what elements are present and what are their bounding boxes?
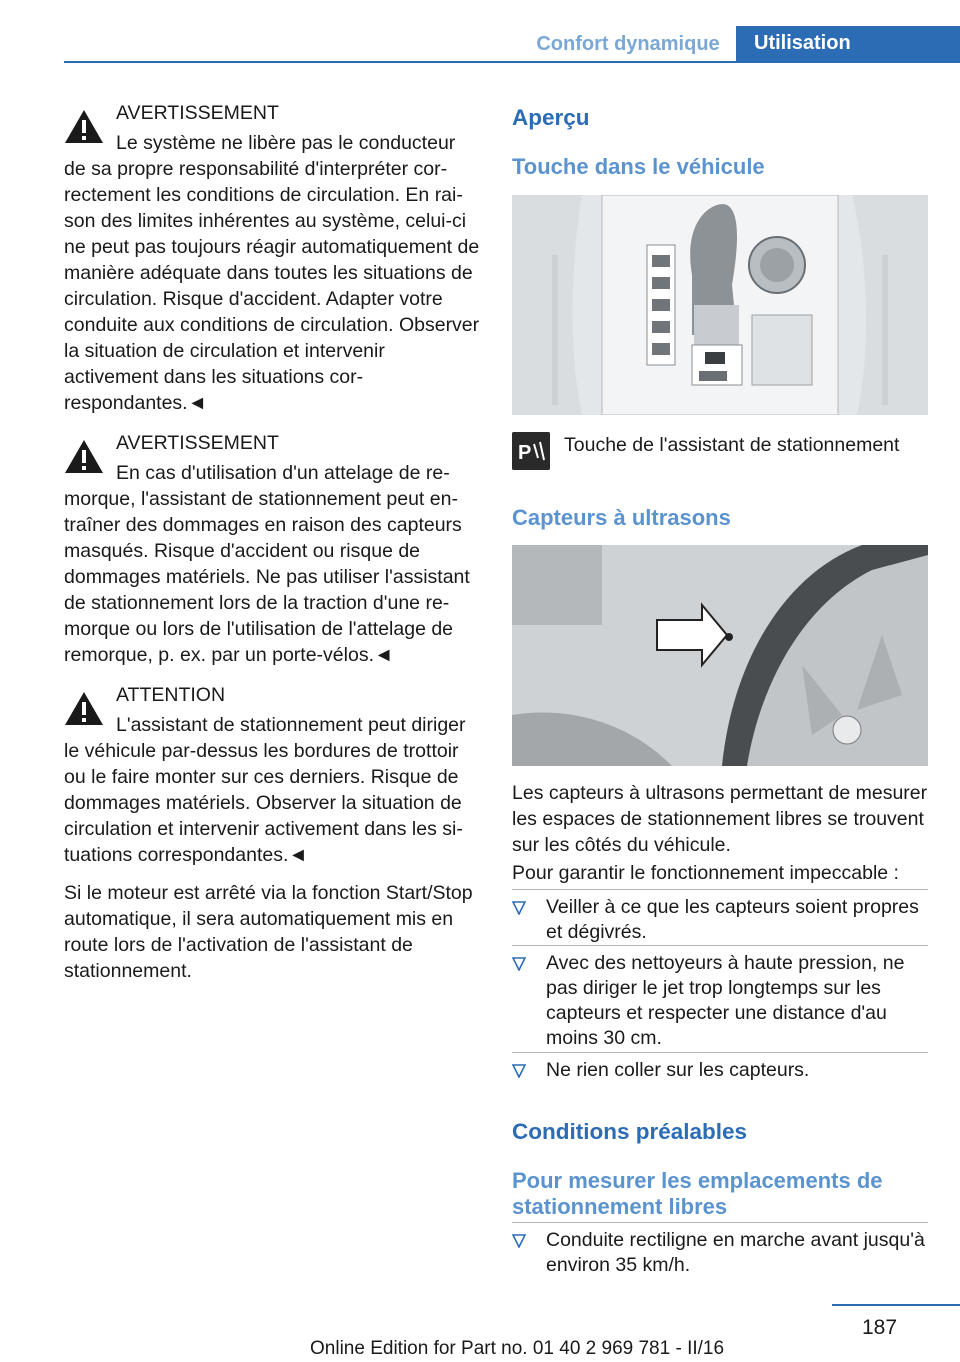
warning-block-1	[64, 100, 480, 416]
ultrasonic-sensor-photo	[512, 545, 928, 766]
heading-measure-spaces: Pour mesurer les emplacements de stationnement libres	[512, 1168, 883, 1219]
list-item	[512, 1058, 928, 1088]
list-item-text: Conduite rectiligne en marche avant jusqu'à environ 35 km/h.	[546, 1229, 925, 1276]
warning-keyword: AVERTISSEMENT	[116, 102, 279, 124]
caution-block	[64, 682, 480, 868]
header-rule	[64, 61, 960, 63]
heading-button-in-vehicle: Touche dans le véhicule	[512, 154, 765, 179]
edition-note: Online Edition for Part no. 01 40 2 969 781 - II/16	[310, 1338, 725, 1359]
function-intro: Pour garantir le fonctionnement impeccable :	[512, 862, 899, 884]
list-item	[512, 1228, 928, 1280]
triangle-bullet-icon	[512, 1234, 526, 1248]
svg-text:P: P	[518, 442, 532, 464]
warning-text: En cas d'utilisation d'un attelage de remorque, l'assistant de stationnement peut entraîner des dommages en raison des capteurs masqués. Risque d'accident ou risque de dommages matériels. Ne pas utiliser l'assistant de stationnement lors de la traction d'une remorque ou lors de l'utilisation de l'attelage de remorque, p. ex. par un porte-vélos.◄	[64, 462, 470, 666]
warning-icon	[64, 438, 104, 474]
list-item-text: Avec des nettoyeurs à haute pression, ne pas diriger le jet trop longtemps sur les capteurs et respecter une distance d'au moins 30 cm.	[546, 952, 905, 1049]
list-item-text: Veiller à ce que les capteurs soient propres et dégivrés.	[546, 896, 919, 943]
heading-prerequisites: Conditions préalables	[512, 1119, 748, 1144]
list-item	[512, 951, 928, 1051]
list-separator	[512, 945, 928, 946]
caution-text: L'assistant de stationnement peut diriger le véhicule par-dessus les bordures de trottoir ou le faire monter sur ces derniers. Risque de dommages matériels. Observer la situation de circulation et intervenir activement dans les situations correspondantes.◄	[64, 714, 466, 866]
heading-ultrasonic-sensors: Capteurs à ultrasons	[512, 505, 731, 530]
center-console-photo	[512, 195, 928, 415]
parking-assist-key-row	[512, 432, 928, 472]
header-section-tab: Confort dynamique	[536, 32, 720, 55]
triangle-bullet-icon	[512, 1064, 526, 1078]
warning-icon	[64, 690, 104, 726]
warning-keyword: AVERTISSEMENT	[116, 432, 279, 454]
parking-assist-caption: Touche de l'assistant de stationnement	[564, 434, 900, 456]
page-number: 187	[862, 1316, 898, 1339]
sensors-description: Les capteurs à ultrasons permettant de mesurer les espaces de stationnement libres se trouvent sur les côtés du véhicule.	[512, 782, 928, 856]
sensor-illustration	[512, 545, 928, 766]
triangle-bullet-icon	[512, 901, 526, 915]
list-separator	[512, 1222, 928, 1223]
header-chapter-tab: Utilisation	[736, 26, 960, 61]
list-item-text: Ne rien coller sur les capteurs.	[546, 1059, 810, 1081]
warning-icon	[64, 108, 104, 144]
warning-block-2	[64, 430, 480, 668]
caution-keyword: ATTENTION	[116, 684, 226, 706]
heading-overview: Aperçu	[512, 105, 590, 130]
warning-text: Le système ne libère pas le conducteur de sa propre responsabilité d'interpréter correctement les conditions de circulation. En raison des limites inhérentes au système, celui-ci ne peut pas toujours réagir automatiquement de manière adéquate dans toutes les situations de circulation. Risque d'accident. Adapter votre conduite aux conditions de circulation. Observer la situation de circulation et intervenir activement dans les situations correspondantes.◄	[64, 132, 480, 414]
parking-assist-icon	[512, 432, 550, 470]
start-stop-paragraph: Si le moteur est arrêté via la fonction Start/Stop automatique, il sera automatiquement mis en route lors de l'activation de l'assistant de stationnement.	[64, 882, 473, 982]
footer-rule	[832, 1304, 960, 1306]
list-separator	[512, 889, 928, 890]
list-separator	[512, 1052, 928, 1053]
triangle-bullet-icon	[512, 957, 526, 971]
console-illustration	[512, 195, 928, 415]
list-item	[512, 895, 928, 947]
